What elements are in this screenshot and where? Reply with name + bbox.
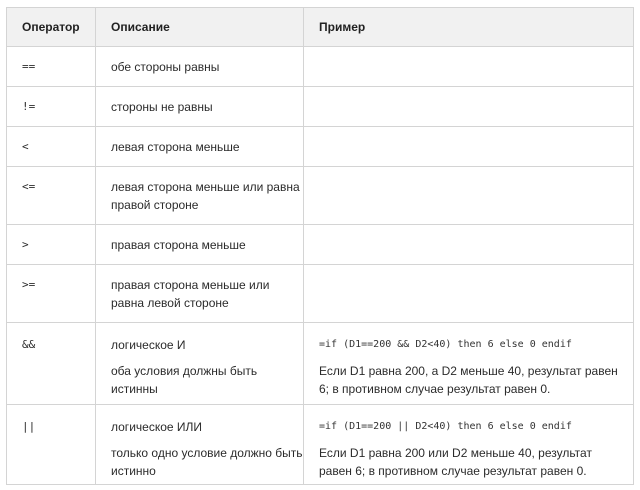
table-row	[7, 47, 634, 87]
table-row	[7, 127, 634, 167]
table-row	[7, 405, 634, 485]
table-row	[7, 87, 634, 127]
header-description: Описание	[96, 8, 304, 47]
description-cell	[96, 323, 304, 405]
example-cell	[304, 225, 634, 265]
operator-cell: ==	[7, 47, 96, 87]
example-cell	[304, 167, 634, 225]
table-row	[7, 167, 634, 225]
description-text: стороны не равны	[111, 99, 213, 114]
operator-cell: !=	[7, 87, 96, 127]
description-cell	[96, 265, 304, 323]
description-cell	[96, 47, 304, 87]
table-row	[7, 323, 634, 405]
example-cell	[304, 405, 634, 485]
operator-cell: >=	[7, 265, 96, 323]
description-cell	[96, 405, 304, 485]
description-text: левая сторона меньше или равна правой стороне	[111, 180, 300, 212]
example-cell	[304, 265, 634, 323]
example-explanation: Если D1 равна 200, а D2 меньше 40, результат равен 6; в противном случае результат равен 0.	[319, 364, 618, 396]
description-text: правая сторона меньше или равна левой стороне	[111, 278, 270, 310]
table-row	[7, 265, 634, 323]
operator-cell: <=	[7, 167, 96, 225]
description-cell	[96, 87, 304, 127]
description-text: обе стороны равны	[111, 59, 220, 74]
description-detail: только одно условие должно быть истинно	[111, 446, 303, 478]
table-header-row	[7, 8, 634, 47]
description-cell	[96, 225, 304, 265]
operators-table-container	[6, 7, 633, 485]
operator-cell: >	[7, 225, 96, 265]
description-text: правая сторона меньше	[111, 237, 246, 252]
example-code: =if (D1==200 || D2<40) then 6 else 0 endif	[319, 421, 572, 432]
operator-cell: &&	[7, 323, 96, 405]
example-cell	[304, 87, 634, 127]
table-row	[7, 225, 634, 265]
operator-cell: <	[7, 127, 96, 167]
example-code: =if (D1==200 && D2<40) then 6 else 0 endif	[319, 339, 572, 350]
description-text: логическое ИЛИ	[111, 420, 203, 434]
example-cell	[304, 127, 634, 167]
header-operator: Оператор	[7, 8, 96, 47]
description-detail: оба условия должны быть истинны	[111, 364, 258, 396]
example-cell	[304, 47, 634, 87]
operators-table	[6, 7, 634, 485]
header-example: Пример	[304, 8, 634, 47]
description-text: логическое И	[111, 338, 186, 352]
example-cell	[304, 323, 634, 405]
description-text: левая сторона меньше	[111, 139, 240, 154]
description-cell	[96, 167, 304, 225]
operator-cell: ||	[7, 405, 96, 485]
description-cell	[96, 127, 304, 167]
example-explanation: Если D1 равна 200 или D2 меньше 40, результат равен 6; в противном случае результат равен 0.	[319, 446, 592, 478]
